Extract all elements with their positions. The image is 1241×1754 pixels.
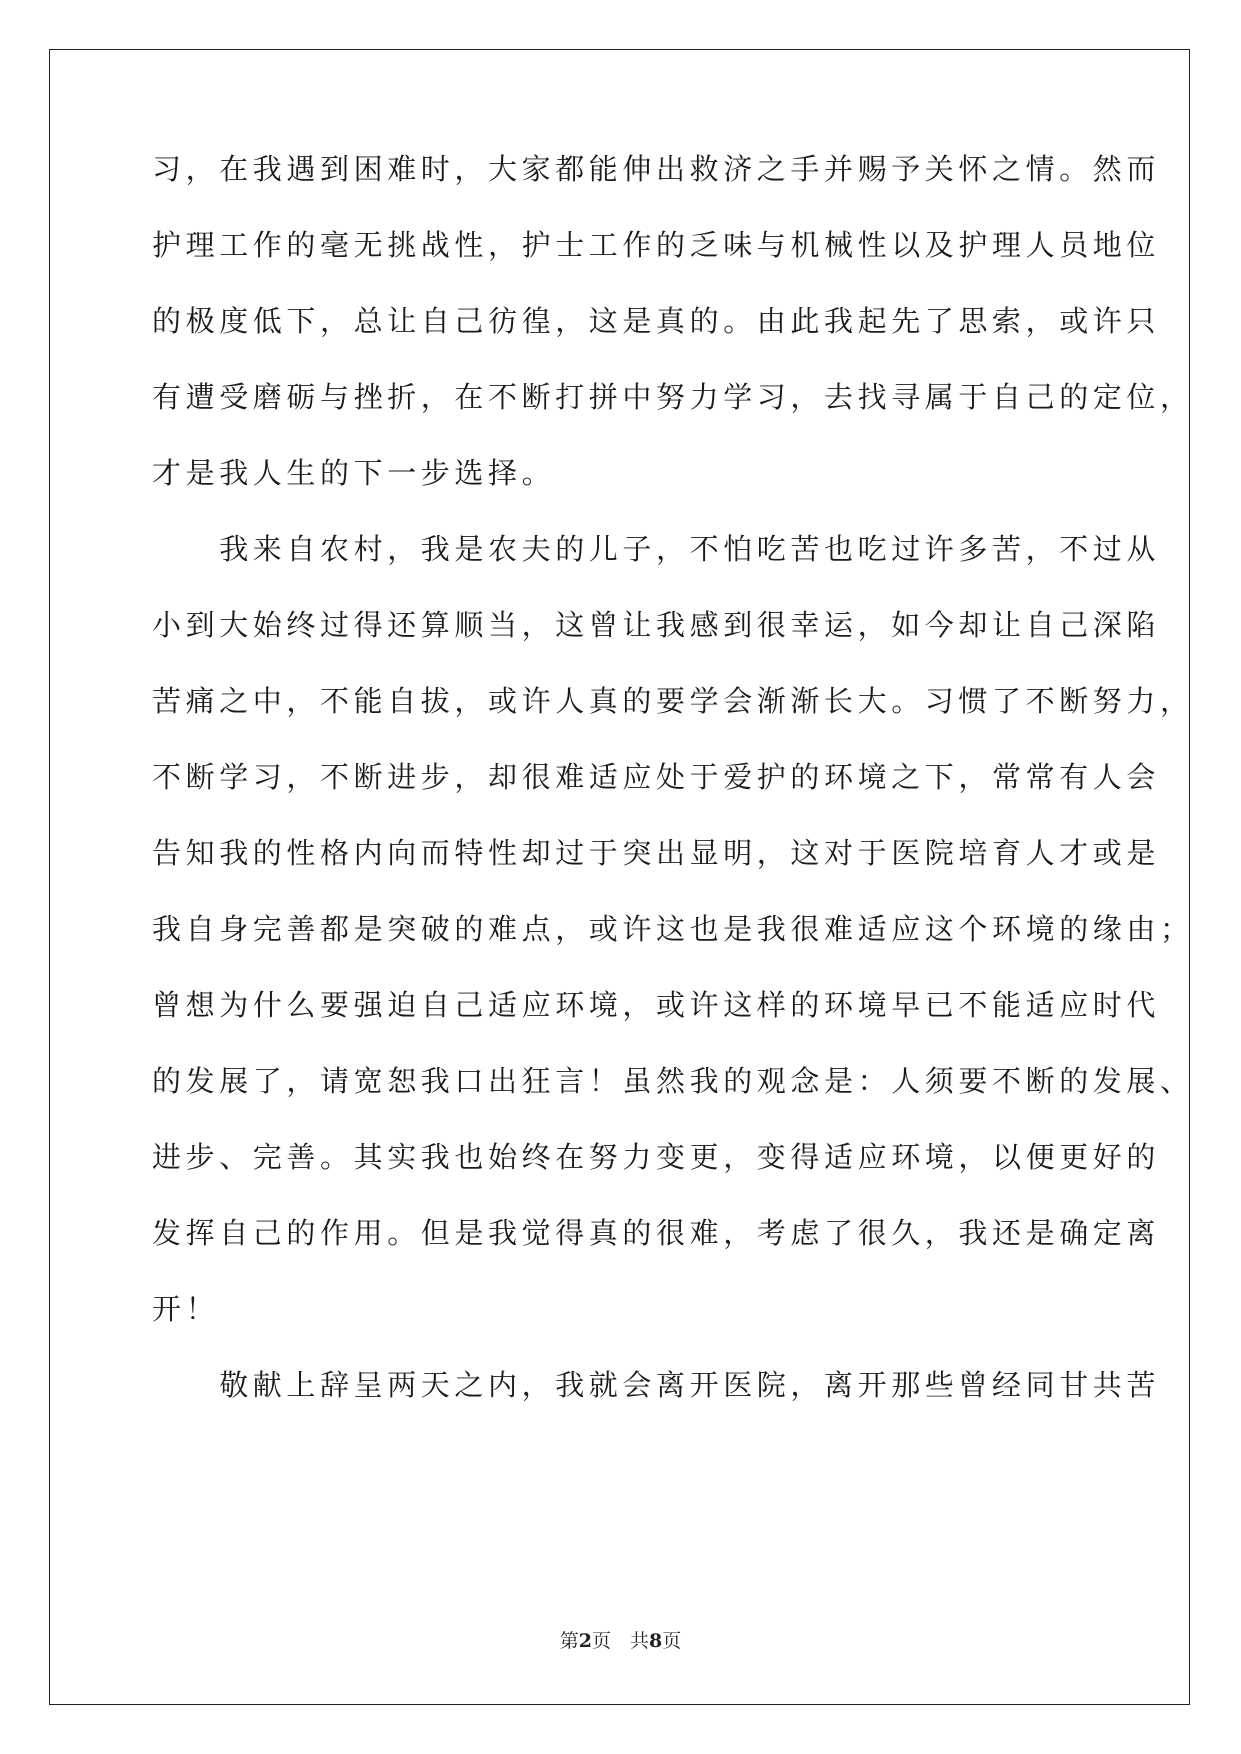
text-line: 苦痛之中，不能自拔，或许人真的要学会渐渐长大。习惯了不断努力， bbox=[152, 684, 1194, 718]
text-line: 才是我人生的下一步选择。 bbox=[152, 456, 556, 490]
page-frame bbox=[49, 49, 1190, 1705]
page-number-prefix: 第 bbox=[559, 1630, 579, 1652]
text-line: 开！ bbox=[152, 1292, 220, 1326]
text-line: 进步、完善。其实我也始终在努力变更，变得适应环境，以便更好的 bbox=[152, 1140, 1161, 1174]
text-line: 告知我的性格内向而特性却过于突出显明，这对于医院培育人才或是 bbox=[152, 836, 1161, 870]
page-number-suffix: 页 bbox=[662, 1630, 682, 1652]
text-line: 我自身完善都是突破的难点，或许这也是我很难适应这个环境的缘由； bbox=[152, 912, 1194, 946]
page-number-mid: 页 共 bbox=[591, 1630, 649, 1652]
text-line: 敬献上辞呈两天之内，我就会离开医院，离开那些曾经同甘共苦 bbox=[152, 1368, 1161, 1402]
page-number-current: 2 bbox=[578, 1630, 592, 1652]
page-number-total: 8 bbox=[649, 1630, 663, 1652]
text-line: 小到大始终过得还算顺当，这曾让我感到很幸运，如今却让自己深陷 bbox=[152, 608, 1161, 642]
page-footer bbox=[0, 1626, 1241, 1653]
text-line: 的发展了，请宽恕我口出狂言！虽然我的观念是：人须要不断的发展、 bbox=[152, 1064, 1194, 1098]
text-line: 不断学习，不断进步，却很难适应处于爱护的环境之下，常常有人会 bbox=[152, 760, 1161, 794]
text-line: 有遭受磨砺与挫折，在不断打拼中努力学习，去找寻属于自己的定位， bbox=[152, 380, 1194, 414]
text-line: 的极度低下，总让自己彷徨，这是真的。由此我起先了思索，或许只 bbox=[152, 304, 1161, 338]
text-line: 我来自农村，我是农夫的儿子，不怕吃苦也吃过许多苦，不过从 bbox=[152, 532, 1161, 566]
text-line: 发挥自己的作用。但是我觉得真的很难，考虑了很久，我还是确定离 bbox=[152, 1216, 1161, 1250]
text-line: 护理工作的毫无挑战性，护士工作的乏味与机械性以及护理人员地位 bbox=[152, 228, 1161, 262]
text-line: 曾想为什么要强迫自己适应环境，或许这样的环境早已不能适应时代 bbox=[152, 988, 1161, 1022]
text-line: 习，在我遇到困难时，大家都能伸出救济之手并赐予关怀之情。然而 bbox=[152, 152, 1161, 186]
